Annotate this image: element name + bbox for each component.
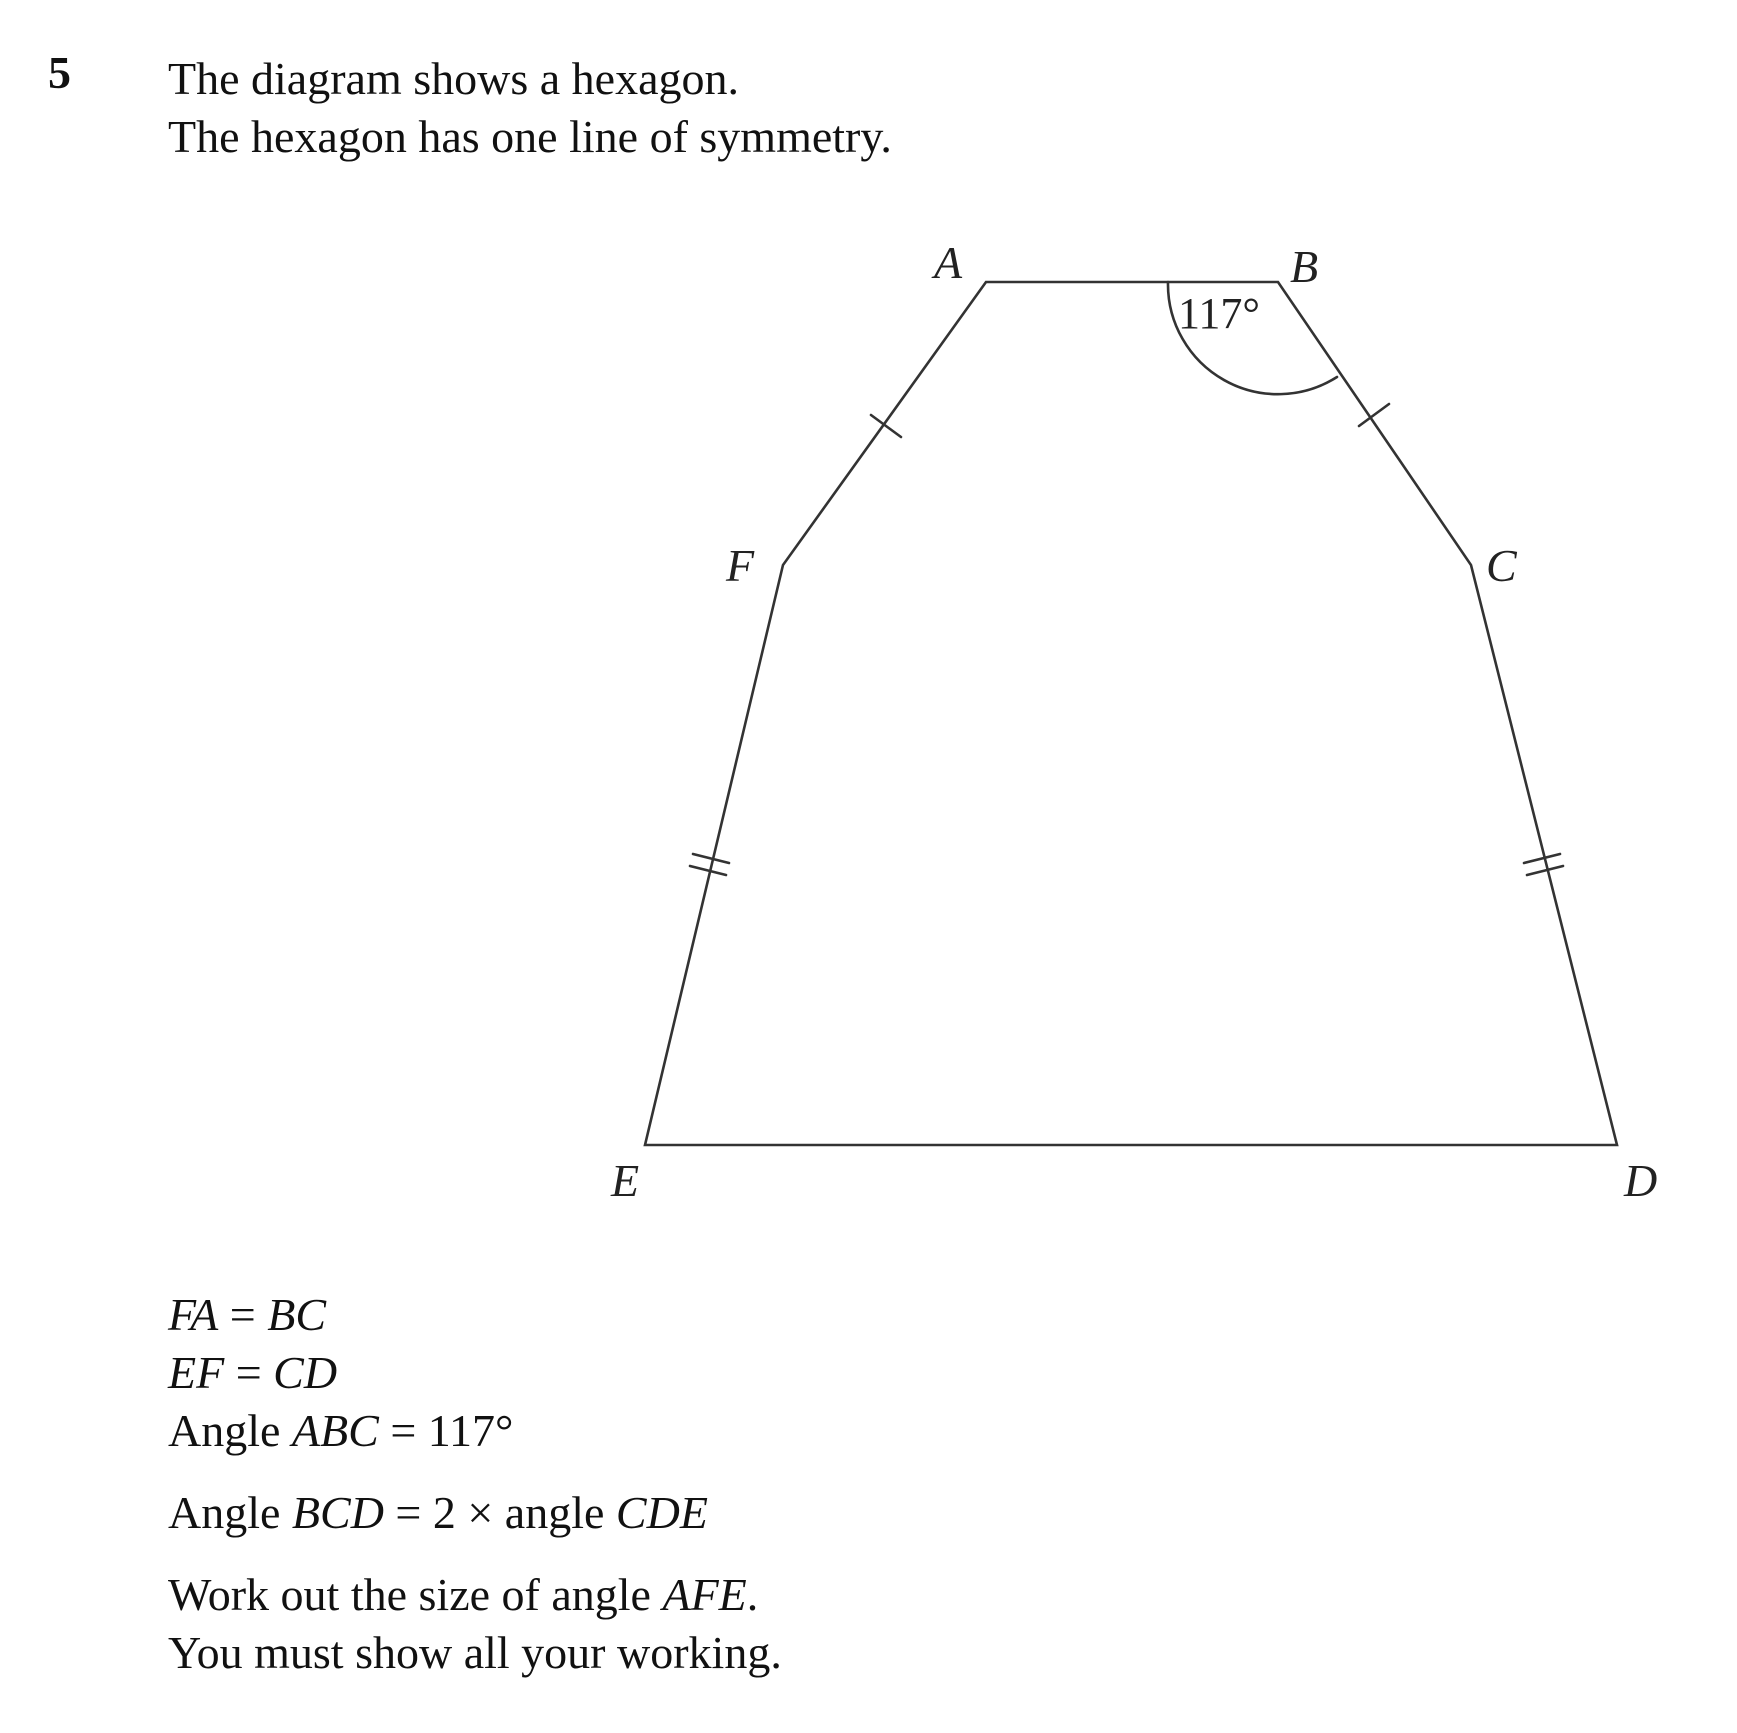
vertex-label-e: E [611, 1155, 640, 1206]
vertex-label-b: B [1290, 241, 1319, 292]
question-number: 5 [48, 47, 71, 98]
vertex-label-f: F [726, 540, 755, 591]
angle-label-117: 117° [1178, 289, 1260, 338]
vertex-label-d: D [1624, 1155, 1658, 1206]
task-line: Work out the size of angle AFE. [168, 1569, 759, 1620]
hexagon-outline [645, 282, 1617, 1145]
vertex-label-c: C [1486, 540, 1517, 591]
intro-line-1: The diagram shows a hexagon. [168, 53, 740, 104]
given-facts [168, 1286, 782, 1682]
double-tick-mark-cd-2 [1527, 866, 1563, 875]
fact-angle-abc: Angle ABC = 117° [168, 1405, 514, 1456]
fact-angle-bcd: Angle BCD = 2 × angle CDE [168, 1487, 708, 1538]
tick-mark-fa [871, 415, 901, 437]
task-instruction: You must show all your working. [168, 1627, 782, 1678]
double-tick-mark-cd-1 [1524, 854, 1560, 863]
fact-ef-equals-cd: EF = CD [168, 1347, 338, 1398]
double-tick-mark-ef-2 [690, 866, 726, 875]
vertex-label-a: A [934, 237, 963, 288]
intro-line-2: The hexagon has one line of symmetry. [168, 111, 892, 162]
double-tick-mark-ef-1 [693, 854, 729, 863]
fact-fa-equals-bc: FA = BC [168, 1289, 327, 1340]
